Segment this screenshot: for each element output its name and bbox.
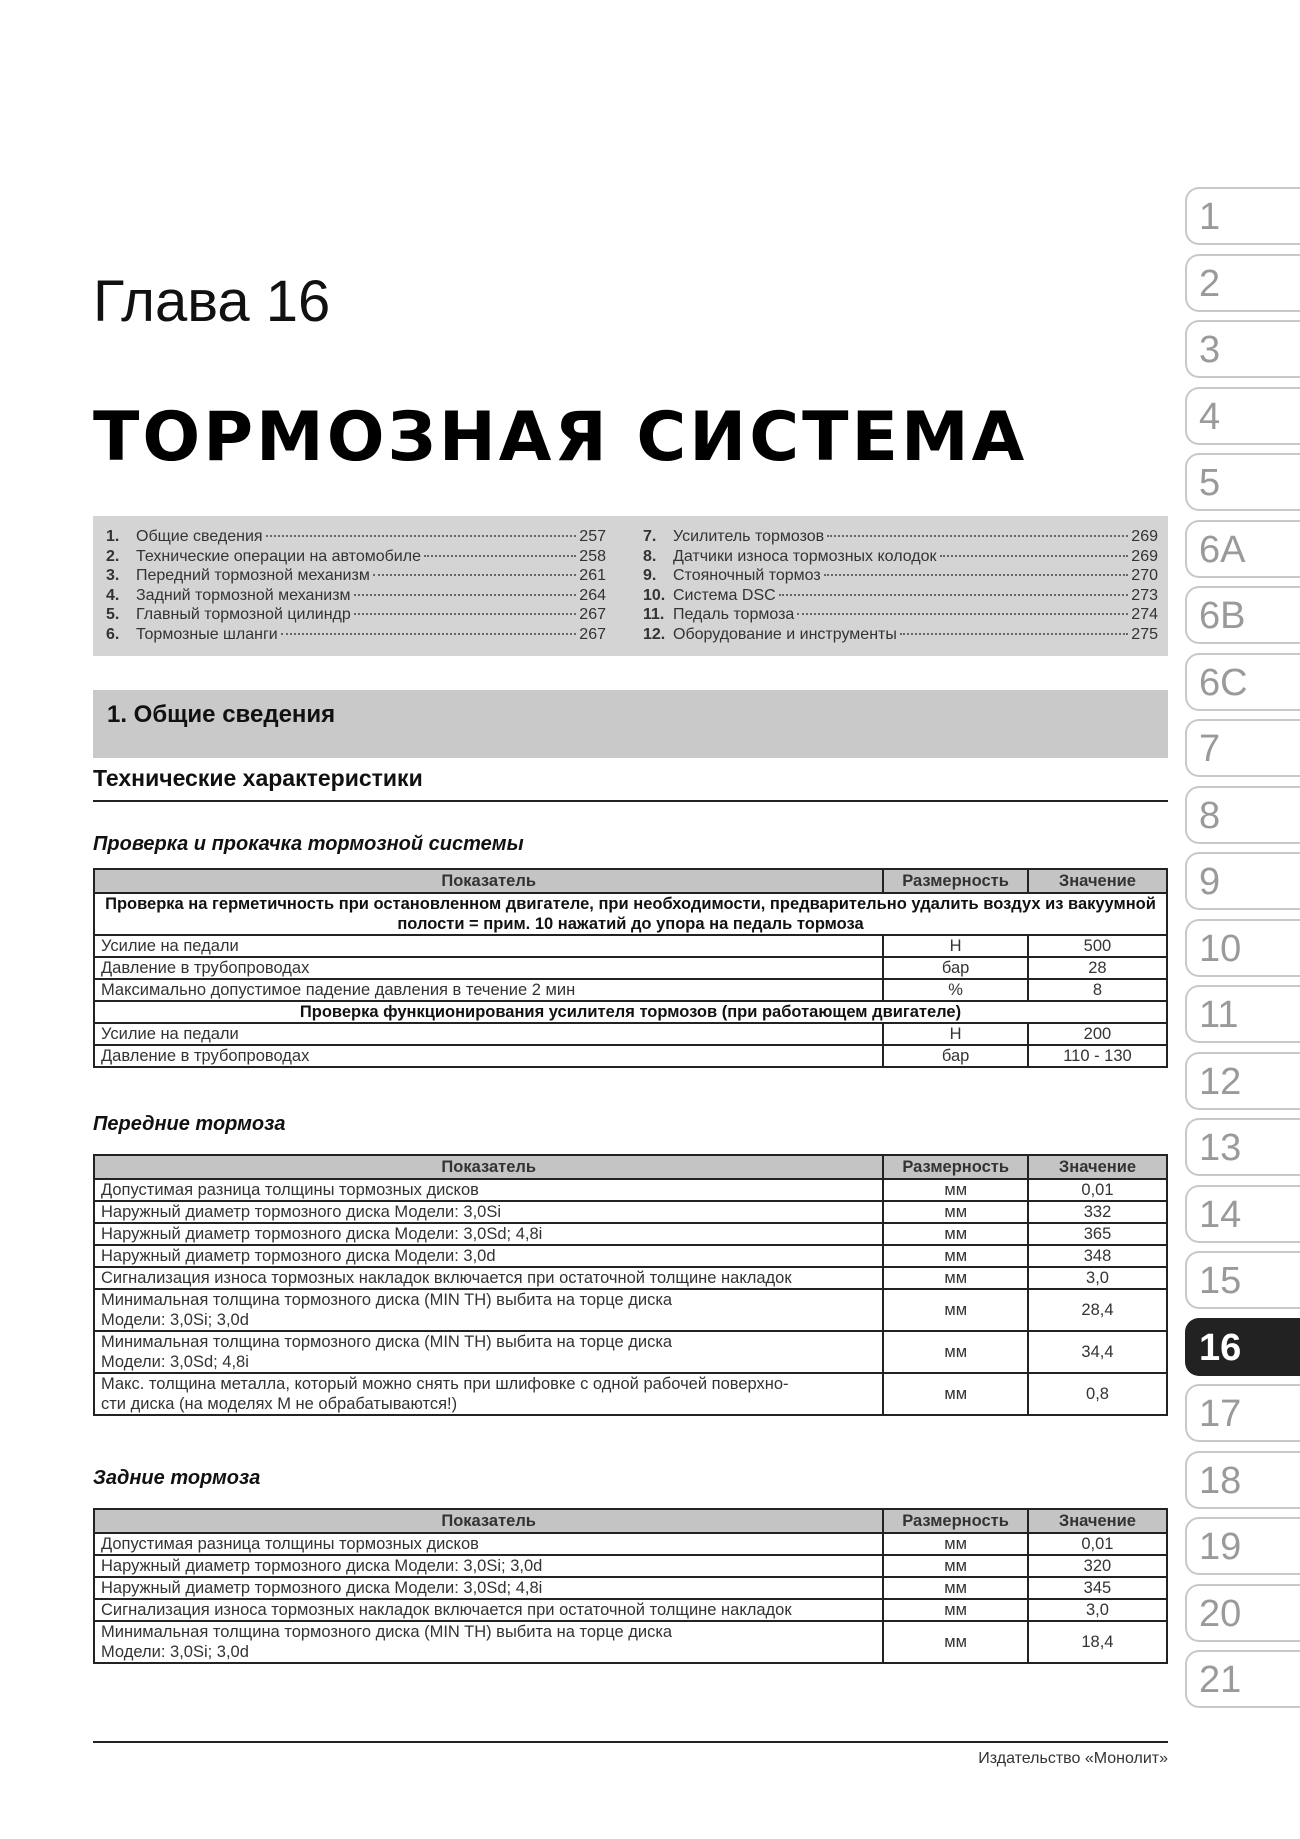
toc-item-title: Главный тормозной цилиндр bbox=[136, 606, 351, 623]
toc-leader-dots bbox=[354, 593, 577, 596]
toc-item-number: 2. bbox=[106, 547, 120, 565]
cell-unit: мм bbox=[883, 1201, 1028, 1223]
table-row bbox=[94, 1599, 1167, 1621]
group-heading: Проверка функционирования усилителя тормозов (при работающем двигателе) bbox=[94, 1001, 1167, 1023]
cell-param bbox=[94, 1245, 883, 1267]
chapter-tab-10[interactable]: 10 bbox=[1185, 919, 1300, 977]
chapter-tab-7[interactable]: 7 bbox=[1185, 719, 1300, 777]
cell-unit: мм bbox=[883, 1373, 1028, 1415]
cell-value: 3,0 bbox=[1028, 1599, 1167, 1621]
chapter-tab-6c[interactable]: 6C bbox=[1185, 653, 1300, 711]
toc-item-page: 274 bbox=[1131, 606, 1158, 623]
row-param-text-line2: Модели: 3,0Si; 3,0d bbox=[101, 1311, 249, 1329]
toc-item-title: Датчики износа тормозных колодок bbox=[673, 547, 937, 565]
table-row bbox=[94, 1373, 1167, 1415]
table-row bbox=[94, 1289, 1167, 1331]
toc-item-title: Система DSC bbox=[673, 586, 776, 604]
toc-item bbox=[643, 626, 1158, 646]
cell-param bbox=[94, 935, 883, 957]
cell-value: 28 bbox=[1028, 957, 1167, 979]
table-row bbox=[94, 1533, 1167, 1555]
table-row bbox=[94, 1023, 1167, 1045]
chapter-tab-1[interactable]: 1 bbox=[1185, 187, 1300, 245]
row-param-text-line2: Модели: 3,0Si; 3,0d bbox=[101, 1643, 249, 1661]
cell-value: 0,01 bbox=[1028, 1533, 1167, 1555]
cell-param bbox=[94, 1577, 883, 1599]
row-param-text: Наружный диаметр тормозного диска Модели: 3,0Si bbox=[101, 1203, 502, 1221]
cell-unit: бар bbox=[883, 1045, 1028, 1067]
chapter-tab-3[interactable]: 3 bbox=[1185, 320, 1300, 378]
toc-item-title: Тормозные шланги bbox=[136, 625, 278, 643]
cell-unit: мм bbox=[883, 1331, 1028, 1373]
cell-param bbox=[94, 1373, 883, 1415]
row-param-text: Минимальная толщина тормозного диска (MIN TH) выбита на торце диска bbox=[101, 1333, 673, 1351]
footer-divider bbox=[93, 1741, 1168, 1743]
table-of-contents bbox=[93, 516, 1168, 656]
cell-value: 365 bbox=[1028, 1223, 1167, 1245]
table-row bbox=[94, 1621, 1167, 1663]
cell-value: 28,4 bbox=[1028, 1289, 1167, 1331]
section-header bbox=[93, 690, 1168, 758]
row-param-text: Наружный диаметр тормозного диска Модели: 3,0Si; 3,0d bbox=[101, 1557, 543, 1575]
cell-value: 110 - 130 bbox=[1028, 1045, 1167, 1067]
table-row bbox=[94, 1045, 1167, 1067]
cell-unit: Н bbox=[883, 935, 1028, 957]
cell-param bbox=[94, 1267, 883, 1289]
chapter-tab-13[interactable]: 13 bbox=[1185, 1118, 1300, 1176]
row-param-text: Минимальная толщина тормозного диска (MIN TH) выбита на торце диска bbox=[101, 1623, 673, 1641]
cell-value: 0,8 bbox=[1028, 1373, 1167, 1415]
table2-caption: Передние тормоза bbox=[93, 1113, 286, 1135]
toc-item bbox=[643, 567, 1158, 587]
table-row bbox=[94, 1179, 1167, 1201]
toc-item-number: 3. bbox=[106, 567, 120, 584]
chapter-title: ТОРМОЗНАЯ СИСТЕМА bbox=[93, 398, 1028, 477]
header-param: Показатель bbox=[94, 1155, 883, 1179]
row-param-text: Допустимая разница толщины тормозных дисков bbox=[101, 1181, 479, 1199]
row-param-text: Сигнализация износа тормозных накладок включается при остаточной толщине накладок bbox=[101, 1601, 792, 1619]
chapter-label: Глава 16 bbox=[93, 269, 331, 334]
row-param-text: Усилие на педали bbox=[101, 1025, 239, 1043]
toc-item-title: Оборудование и инструменты bbox=[673, 625, 897, 643]
chapter-tab-5[interactable]: 5 bbox=[1185, 453, 1300, 511]
table-group-row bbox=[94, 1001, 1167, 1023]
table-row bbox=[94, 1245, 1167, 1267]
cell-unit: бар bbox=[883, 957, 1028, 979]
toc-item-title: Задний тормозной механизм bbox=[136, 586, 351, 604]
toc-item-number: 4. bbox=[106, 586, 120, 604]
cell-param bbox=[94, 1599, 883, 1621]
cell-unit: мм bbox=[883, 1267, 1028, 1289]
row-param-text: Давление в трубопроводах bbox=[101, 1047, 310, 1065]
cell-unit: Н bbox=[883, 1023, 1028, 1045]
table-row bbox=[94, 1201, 1167, 1223]
toc-item bbox=[106, 528, 606, 548]
toc-item-page: 275 bbox=[1131, 625, 1158, 643]
header-value: Значение bbox=[1028, 1509, 1167, 1533]
cell-param bbox=[94, 1023, 883, 1045]
toc-leader-dots bbox=[281, 632, 577, 635]
footer-publisher: Издательство «Монолит» bbox=[978, 1750, 1168, 1767]
table-front-brakes bbox=[93, 1154, 1168, 1416]
table-row bbox=[94, 957, 1167, 979]
toc-item bbox=[643, 587, 1158, 607]
table-row bbox=[94, 1555, 1167, 1577]
cell-value: 34,4 bbox=[1028, 1331, 1167, 1373]
table1-caption: Проверка и прокачка тормозной системы bbox=[93, 833, 524, 855]
header-unit: Размерность bbox=[883, 1509, 1028, 1533]
table-row bbox=[94, 1223, 1167, 1245]
chapter-tab-2[interactable]: 2 bbox=[1185, 254, 1300, 312]
toc-item-page: 269 bbox=[1131, 528, 1158, 545]
chapter-tab-21[interactable]: 21 bbox=[1185, 1650, 1300, 1708]
toc-item-number: 7. bbox=[643, 528, 657, 545]
cell-param bbox=[94, 1179, 883, 1201]
toc-leader-dots bbox=[266, 534, 577, 537]
cell-unit: мм bbox=[883, 1223, 1028, 1245]
row-param-text: Допустимая разница толщины тормозных дисков bbox=[101, 1535, 479, 1553]
toc-item-title: Общие сведения bbox=[136, 528, 263, 545]
header-unit: Размерность bbox=[883, 1155, 1028, 1179]
cell-unit: мм bbox=[883, 1577, 1028, 1599]
cell-value: 8 bbox=[1028, 979, 1167, 1001]
toc-leader-dots bbox=[900, 632, 1128, 635]
table3-caption: Задние тормоза bbox=[93, 1467, 261, 1489]
row-param-text: Давление в трубопроводах bbox=[101, 959, 310, 977]
toc-item-number: 6. bbox=[106, 625, 120, 643]
cell-unit: мм bbox=[883, 1621, 1028, 1663]
toc-item-page: 257 bbox=[579, 528, 606, 545]
cell-param bbox=[94, 1201, 883, 1223]
toc-item-number: 9. bbox=[643, 567, 657, 584]
cell-param bbox=[94, 1331, 883, 1373]
table-brake-check bbox=[93, 868, 1168, 1068]
cell-param bbox=[94, 979, 883, 1001]
toc-item-title: Педаль тормоза bbox=[673, 606, 795, 623]
table-row bbox=[94, 935, 1167, 957]
row-param-text: Наружный диаметр тормозного диска Модели: 3,0d bbox=[101, 1247, 496, 1265]
toc-leader-dots bbox=[354, 612, 577, 615]
toc-leader-dots bbox=[424, 554, 576, 557]
table-row bbox=[94, 979, 1167, 1001]
row-param-text: Сигнализация износа тормозных накладок включается при остаточной толщине накладок bbox=[101, 1269, 792, 1287]
row-param-text: Минимальная толщина тормозного диска (MIN TH) выбита на торце диска bbox=[101, 1291, 673, 1309]
cell-value: 3,0 bbox=[1028, 1267, 1167, 1289]
cell-value: 18,4 bbox=[1028, 1621, 1167, 1663]
table-row bbox=[94, 1267, 1167, 1289]
cell-param bbox=[94, 1555, 883, 1577]
toc-item-number: 8. bbox=[643, 547, 657, 565]
table-group-row bbox=[94, 893, 1167, 935]
cell-unit: мм bbox=[883, 1599, 1028, 1621]
table-row bbox=[94, 1577, 1167, 1599]
cell-param bbox=[94, 1621, 883, 1663]
cell-value: 332 bbox=[1028, 1201, 1167, 1223]
chapter-tab-8[interactable]: 8 bbox=[1185, 786, 1300, 844]
toc-item bbox=[106, 587, 606, 607]
toc-leader-dots bbox=[827, 534, 1128, 537]
header-unit: Размерность bbox=[883, 869, 1028, 893]
row-param-text: Наружный диаметр тормозного диска Модели: 3,0Sd; 4,8i bbox=[101, 1225, 543, 1243]
toc-leader-dots bbox=[824, 573, 1129, 576]
toc-item-page: 273 bbox=[1131, 586, 1158, 604]
toc-item bbox=[106, 548, 606, 568]
chapter-tab-18[interactable]: 18 bbox=[1185, 1451, 1300, 1509]
toc-leader-dots bbox=[797, 612, 1128, 615]
toc-item bbox=[643, 548, 1158, 568]
toc-item-page: 270 bbox=[1131, 567, 1158, 584]
cell-value: 200 bbox=[1028, 1023, 1167, 1045]
row-param-text: Максимально допустимое падение давления в течение 2 мин bbox=[101, 981, 576, 999]
toc-item bbox=[106, 567, 606, 587]
header-param: Показатель bbox=[94, 869, 883, 893]
table-header-row bbox=[94, 1509, 1167, 1533]
header-param: Показатель bbox=[94, 1509, 883, 1533]
section-title: 1. Общие сведения bbox=[107, 701, 336, 728]
chapter-tab-16[interactable]: 16 bbox=[1185, 1318, 1300, 1376]
toc-right-column bbox=[643, 528, 1158, 645]
toc-item bbox=[643, 528, 1158, 548]
cell-unit: % bbox=[883, 979, 1028, 1001]
row-param-text-line2: сти диска (на моделях М не обрабатываются!) bbox=[101, 1395, 458, 1413]
cell-value: 320 bbox=[1028, 1555, 1167, 1577]
toc-leader-dots bbox=[779, 593, 1129, 596]
table-rear-brakes bbox=[93, 1508, 1168, 1664]
chapter-tab-6a[interactable]: 6A bbox=[1185, 520, 1300, 578]
header-value: Значение bbox=[1028, 869, 1167, 893]
cell-param bbox=[94, 1533, 883, 1555]
cell-unit: мм bbox=[883, 1245, 1028, 1267]
cell-param bbox=[94, 1289, 883, 1331]
table-header-row bbox=[94, 869, 1167, 893]
toc-item bbox=[106, 626, 606, 646]
toc-item-page: 267 bbox=[579, 606, 606, 623]
cell-unit: мм bbox=[883, 1179, 1028, 1201]
toc-leader-dots bbox=[373, 573, 576, 576]
toc-item-number: 11. bbox=[643, 606, 665, 623]
table-header-row bbox=[94, 1155, 1167, 1179]
cell-value: 0,01 bbox=[1028, 1179, 1167, 1201]
toc-item-title: Передний тормозной механизм bbox=[136, 567, 370, 584]
toc-left-column bbox=[106, 528, 606, 645]
cell-param bbox=[94, 957, 883, 979]
toc-item-title: Усилитель тормозов bbox=[673, 528, 825, 545]
cell-value: 500 bbox=[1028, 935, 1167, 957]
row-param-text: Макс. толщина металла, который можно снять при шлифовке с одной рабочей поверхно- bbox=[101, 1375, 789, 1393]
toc-item bbox=[643, 606, 1158, 626]
chapter-tab-6b[interactable]: 6B bbox=[1185, 586, 1300, 644]
cell-unit: мм bbox=[883, 1555, 1028, 1577]
group-heading: Проверка на герметичность при остановленном двигателе, при необходимости, предварительно удалить воздух из вакуумной полости = прим. 10 нажатий до упора на педаль тормоза bbox=[94, 893, 1167, 935]
row-param-text: Наружный диаметр тормозного диска Модели: 3,0Sd; 4,8i bbox=[101, 1579, 543, 1597]
cell-param bbox=[94, 1045, 883, 1067]
chapter-tab-20[interactable]: 20 bbox=[1185, 1584, 1300, 1642]
chapter-tab-17[interactable]: 17 bbox=[1185, 1384, 1300, 1442]
chapter-tab-15[interactable]: 15 bbox=[1185, 1251, 1300, 1309]
toc-item-number: 10. bbox=[643, 586, 666, 604]
toc-item bbox=[106, 606, 606, 626]
cell-unit: мм bbox=[883, 1289, 1028, 1331]
toc-item-number: 12. bbox=[643, 625, 666, 643]
cell-value: 348 bbox=[1028, 1245, 1167, 1267]
chapter-tab-4[interactable]: 4 bbox=[1185, 387, 1300, 445]
toc-item-page: 269 bbox=[1131, 547, 1158, 565]
cell-value: 345 bbox=[1028, 1577, 1167, 1599]
chapter-tab-19[interactable]: 19 bbox=[1185, 1517, 1300, 1575]
cell-unit: мм bbox=[883, 1533, 1028, 1555]
toc-item-number: 1. bbox=[106, 528, 120, 545]
header-value: Значение bbox=[1028, 1155, 1167, 1179]
cell-param bbox=[94, 1223, 883, 1245]
chapter-tab-14[interactable]: 14 bbox=[1185, 1185, 1300, 1243]
toc-item-number: 5. bbox=[106, 606, 120, 623]
chapter-tab-12[interactable]: 12 bbox=[1185, 1052, 1300, 1110]
toc-item-title: Стояночный тормоз bbox=[673, 567, 821, 584]
chapter-tab-11[interactable]: 11 bbox=[1185, 985, 1300, 1043]
toc-item-page: 261 bbox=[579, 567, 606, 584]
table-row bbox=[94, 1331, 1167, 1373]
toc-item-page: 258 bbox=[579, 547, 606, 565]
toc-leader-dots bbox=[940, 554, 1129, 557]
subheading: Технические характеристики bbox=[93, 765, 1168, 802]
row-param-text: Усилие на педали bbox=[101, 937, 239, 955]
toc-item-page: 264 bbox=[579, 586, 606, 604]
chapter-tab-9[interactable]: 9 bbox=[1185, 852, 1300, 910]
row-param-text-line2: Модели: 3,0Sd; 4,8i bbox=[101, 1353, 249, 1371]
toc-item-page: 267 bbox=[579, 625, 606, 643]
toc-item-title: Технические операции на автомобиле bbox=[136, 547, 421, 565]
